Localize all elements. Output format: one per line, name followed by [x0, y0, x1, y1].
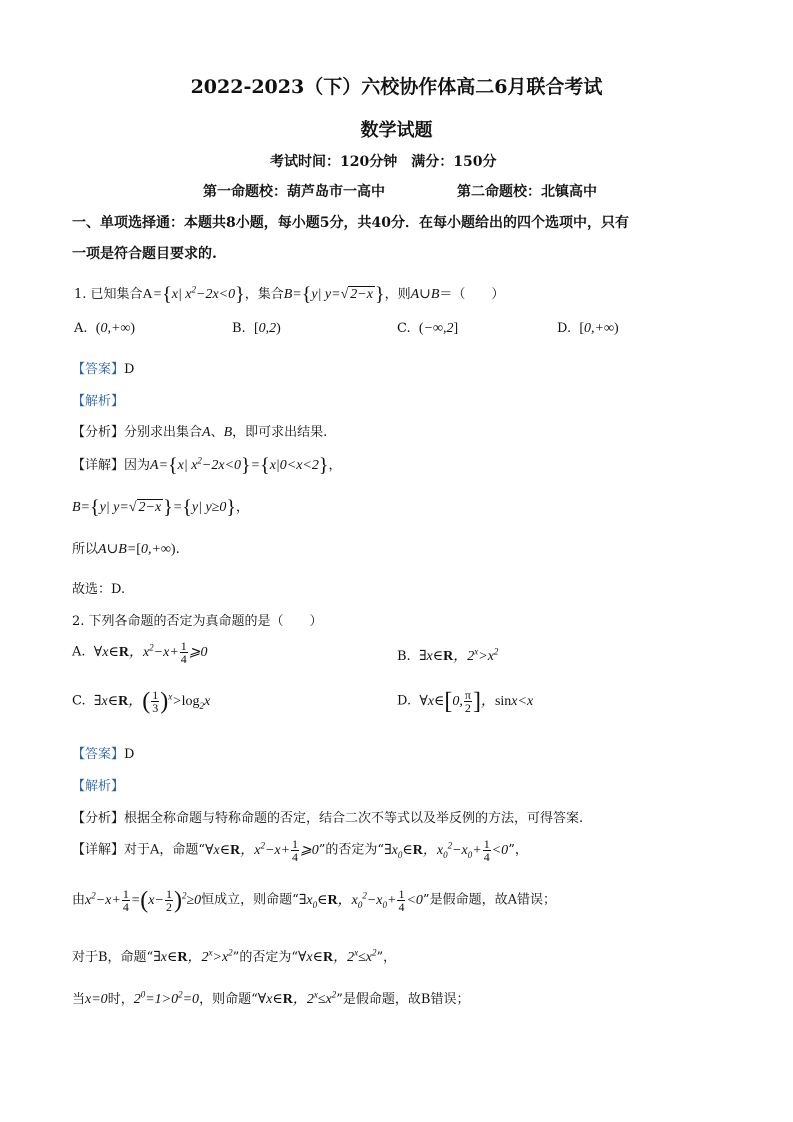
- q2-option-c: C. ∃x∈R，( $\frac{1}{3}$ )$^x>\log_2x$: [72, 688, 211, 715]
- section-heading-line2: 一项是符合题目要求的.: [72, 246, 217, 262]
- question-2-stem: 2. 下列各命题的否定为真命题的是（ ）: [72, 614, 323, 629]
- q2-option-d: D. ∀x∈[0, $\frac{\pi}{2}$ ]，sinx<x: [397, 688, 534, 715]
- q1-detail-line1: 【详解】因为A={x| $x^2-2x<0\}=\{x|0<x<2\}$，: [72, 454, 342, 477]
- q1-detail-line2: B={y| y=√ 2−x }={y| y≥0}，: [72, 496, 249, 519]
- q2-detail-line2: 由$x^2-x+$ $\frac{1}{4}$ =(x− $\frac{1}{2}$ )$^2$≥0恒成立，则命题“$\exists x_0\in R$，$x_0^2-x_0+$ $\frac{1}{4}$ <0”是假命题，故A错误；: [72, 887, 556, 914]
- exam-subtitle: 数学试题: [360, 120, 433, 141]
- q2-analysis-label: 【解析】: [72, 779, 125, 794]
- exam-title: 2022-2023（下）六校协作体高二6月联合考试: [190, 76, 603, 98]
- q1-fenxi: 【分析】分别求出集合A、B，即可求出结果.: [72, 425, 328, 440]
- exam-time-info: 考试时间：120分钟 满分：150分: [270, 154, 497, 170]
- q1-option-c: C. (−∞,2]: [397, 321, 459, 336]
- q1-detail-line3: 所以A∪B=[0,+∞).: [72, 542, 180, 557]
- q2-detail-line3: 对于B，命题“∃x∈R，$2^x>x^2$”的否定为“∀x∈R，$2^x\le x^2$”，: [72, 947, 397, 965]
- q1-answer: 【答案】D: [72, 362, 135, 377]
- q2-option-a: A. ∀x∈R，$x^2-x+$ $\frac{1}{4}$ ⩾0: [72, 639, 208, 666]
- question-1-stem: 1. 已知集合A={x| $x^2-2x<0$}，集合B={y| y=√ 2−x }，则A∪B＝（ ）: [74, 283, 505, 306]
- section-heading-line1: 一、单项选择通：本题共8小题，每小题5分，共40分．在每小题给出的四个选项中，只有: [72, 215, 629, 231]
- q2-fenxi: 【分析】根据全称命题与特称命题的否定，结合二次不等式以及举反例的方法，可得答案.: [72, 811, 584, 826]
- question-school-1: 第一命题校：葫芦岛市一高中: [203, 184, 385, 200]
- q1-option-d: D. [0,+∞): [557, 321, 619, 336]
- q1-option-b: B. [0,2): [232, 321, 281, 336]
- q1-conclusion: 故选：D.: [72, 582, 126, 597]
- q2-answer: 【答案】D: [72, 747, 135, 762]
- question-school-2: 第二命题校：北镇高中: [457, 184, 597, 200]
- q2-option-b: B. ∃x∈R，$2^x>x^2$: [397, 646, 499, 664]
- q1-analysis-label: 【解析】: [72, 394, 125, 409]
- q2-detail-line4: 当x=0时，$2^0=1>0^2=0$，则命题“∀x∈R，$2^x\le x^2$”是假命题，故B错误；: [72, 989, 470, 1007]
- q1-option-a: A. (0,+∞): [74, 321, 136, 336]
- q2-detail-line1: 【详解】对于A，命题“∀x∈R，$x^2-x+$ $\frac{1}{4}$ ⩾0”的否定为“$\exists x_0\in R$，$x_0^2-x_0+$ $\frac{1}{4}$ <0”，: [72, 837, 528, 864]
